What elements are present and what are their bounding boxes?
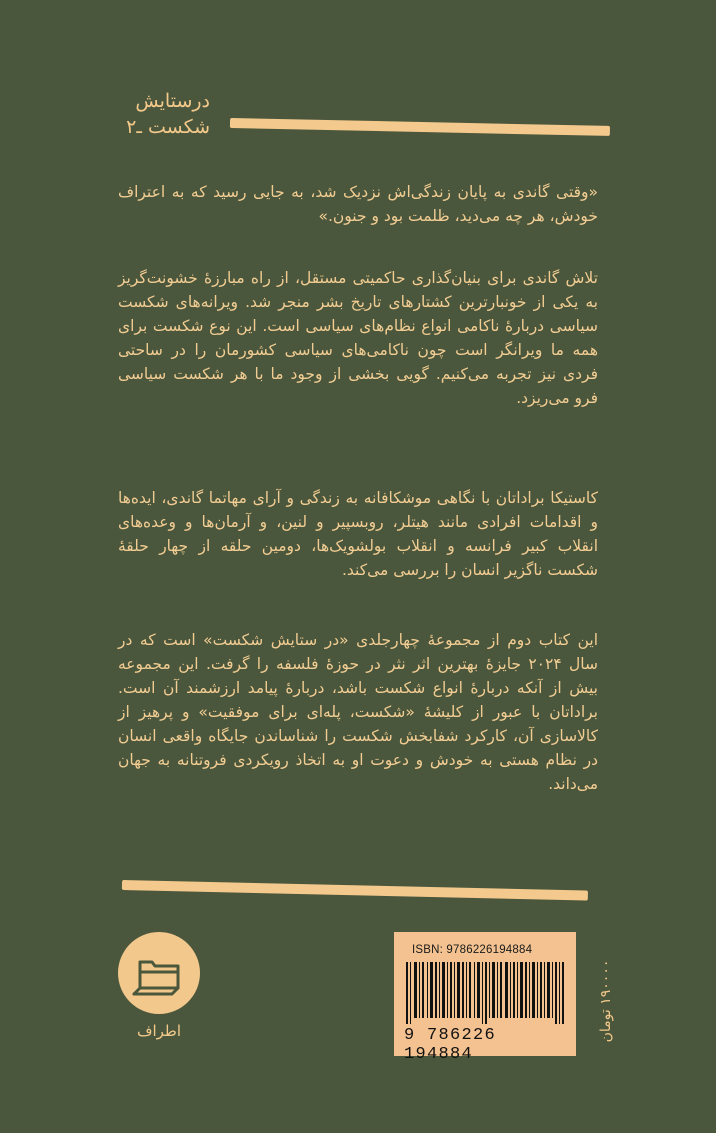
quote-text: «وقتی گاندی به پایان زندگی‌اش نزدیک شد، به جایی رسید که به اعتراف خودش، هر چه می‌دید، ظلمت بود و جنون.»: [118, 183, 598, 225]
folder-icon: [118, 932, 200, 1014]
series-title: [126, 88, 210, 140]
isbn-digits: 9 786226 194884: [404, 1026, 497, 1064]
barcode-icon: [406, 962, 564, 1024]
isbn-box: [394, 932, 576, 1064]
publisher-name: اطراف: [136, 1022, 182, 1040]
description-paragraph-1: تلاش گاندی برای بنیان‌گذاری حاکمیتی مستقل، از راه مبارزهٔ خشونت‌گریز به یکی از خونبارترین کشتارهای تاریخ بشر منجر شد. ویرانه‌های شکست سیاسی دربارهٔ ناکامی انواع نظام‌های سیاسی است. این نوع شکست برای همه ما ویرانگر است چون ناکامی‌های سیاسی کشورمان را در ساحتی فردی نیز تجربه می‌کنیم. گویی بخشی از وجود ما با هر شکست سیاسی فرو می‌ریزد.: [118, 269, 598, 407]
top-divider-bar: [230, 118, 610, 136]
bottom-divider-bar: [122, 880, 588, 901]
series-title-line-2: شکست ـ۲: [126, 116, 210, 138]
description-paragraph-2: کاستیکا براداتان با نگاهی موشکافانه به زندگی و آرای مهاتما گاندی، ایده‌ها و اقدامات افرادی مانند هیتلر، روبسپیر و لنین، و آرمان‌ها و وعده‌های انقلاب کبیر فرانسه و انقلاب بولشویک‌ها، دومین حلقه از چهار حلقهٔ شکست ناگزیر انسان را بررسی می‌کند.: [118, 489, 598, 579]
isbn-label: ISBN: 9786226194884: [412, 944, 533, 956]
price-label: [596, 936, 616, 1066]
publisher-logo: [118, 932, 200, 1014]
price-text: ۱۹۰۰۰۰ تومان: [598, 959, 614, 1043]
description-paragraph-3: این کتاب دوم از مجموعهٔ چهارجلدی «در ستایش شکست» است که در سال ۲۰۲۴ جایزهٔ بهترین اثر نثر در حوزهٔ فلسفه را گرفت. این مجموعه بیش از آنکه دربارهٔ انواع شکست باشد، دربارهٔ پیامد ارزشمند آن است. براداتان با عبور از کلیشهٔ «شکست، پله‌ای برای موفقیت» و پرهیز از کالاسازی آن، کارکرد شفابخش شکست را شناساندن جایگاه واقعی انسان در نظام هستی به خودش و دعوت او به اتخاذ رویکردی فروتنانه به جهان می‌داند.: [118, 631, 598, 793]
series-title-line-1: درستایش: [135, 90, 210, 112]
